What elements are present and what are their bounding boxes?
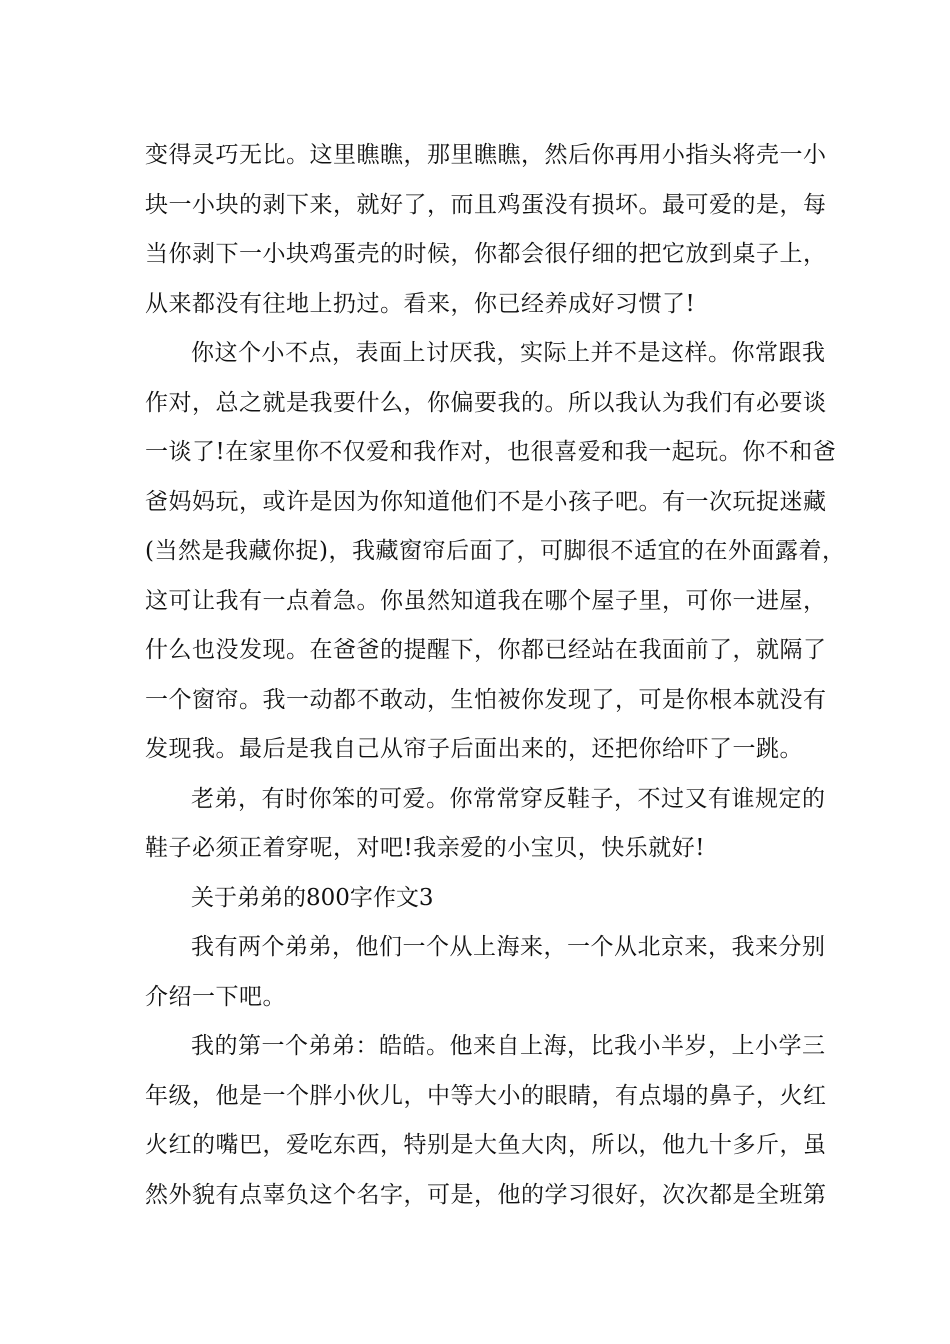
text-line: 爸妈妈玩，或许是因为你知道他们不是小孩子吧。有一次玩捉迷藏 [145, 488, 827, 515]
text-line: 什么也没发现。在爸爸的提醒下，你都已经站在我面前了，就隔了 [145, 637, 827, 663]
text-line: 当你剥下一小块鸡蛋壳的时候，你都会很仔细的把它放到桌子上， [145, 241, 827, 267]
text-line: 然外貌有点辜负这个名字，可是，他的学习很好，次次都是全班第 [145, 1181, 827, 1208]
text-line: 从来都没有往地上扔过。看来，你已经养成好习惯了! [145, 290, 696, 317]
paragraph-first-line: 我的第一个弟弟：皓皓。他来自上海，比我小半岁，上小学三 [191, 1033, 826, 1059]
text-line: 一谈了!在家里你不仅爱和我作对，也很喜爱和我一起玩。你不和爸 [145, 439, 837, 465]
text-line: (当然是我藏你捉)，我藏窗帘后面了，可脚很不适宜的在外面露着， [145, 538, 846, 564]
text-line: 这可让我有一点着急。你虽然知道我在哪个屋子里，可你一进屋， [145, 587, 827, 614]
paragraph-first-line: 你这个小不点，表面上讨厌我，实际上并不是这样。你常跟我 [191, 340, 826, 366]
text-line: 发现我。最后是我自己从帘子后面出来的，还把你给吓了一跳。 [145, 736, 803, 762]
text-line: 年级，他是一个胖小伙儿，中等大小的眼睛，有点塌的鼻子，火红 [145, 1082, 827, 1109]
text-line: 介绍一下吧。 [145, 983, 286, 1010]
text-line: 鞋子必须正着穿呢，对吧!我亲爱的小宝贝，快乐就好! [145, 835, 705, 861]
text-line: 作对，总之就是我要什么，你偏要我的。所以我认为我们有必要谈 [145, 389, 827, 416]
paragraph-first-line: 老弟，有时你笨的可爱。你常常穿反鞋子，不过又有谁规定的 [191, 785, 826, 812]
text-line: 火红的嘴巴，爱吃东西，特别是大鱼大肉，所以，他九十多斤，虽 [145, 1132, 827, 1158]
text-line: 一个窗帘。我一动都不敢动，生怕被你发现了，可是你根本就没有 [145, 686, 827, 713]
section-heading: 关于弟弟的800字作文3 [191, 884, 434, 911]
text-line: 块一小块的剥下来，就好了，而且鸡蛋没有损坏。最可爱的是，每 [145, 191, 827, 218]
essay-body [145, 131, 846, 1220]
paragraph-first-line: 我有两个弟弟，他们一个从上海来，一个从北京来，我来分别 [191, 934, 826, 960]
text-line: 变得灵巧无比。这里瞧瞧，那里瞧瞧，然后你再用小指头将壳一小 [145, 142, 827, 168]
